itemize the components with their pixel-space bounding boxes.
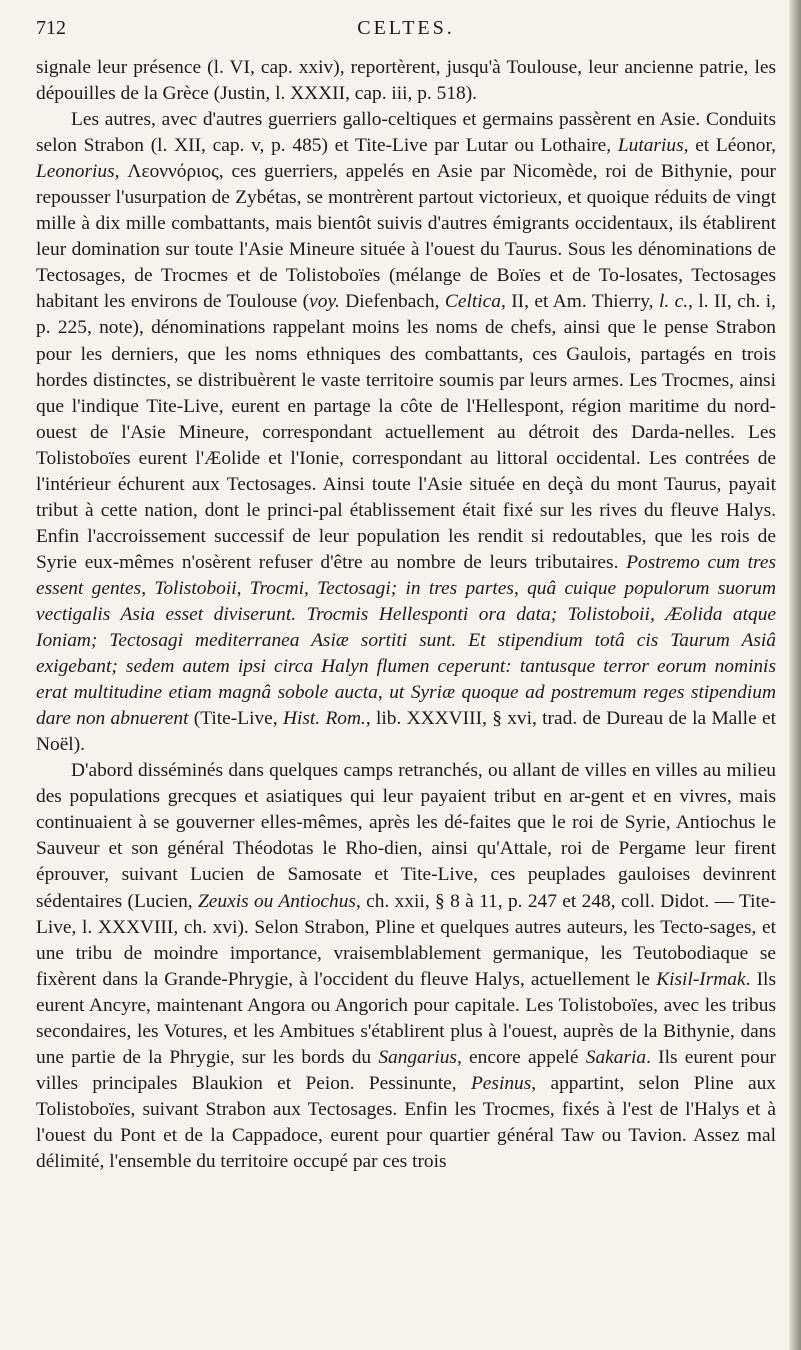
italic-run: Hist. Rom. bbox=[282, 708, 366, 730]
text-run: , appartint, selon Pline aux Tolistoboïes, suivant Strabon aux Tectosages. Enfin les Trocmes, fixés à l'est de l'Halys et à l'ouest du Pont et de la Cappadoce, eurent pour quartier général Taw ou Tavion. Assez mal délimité, l'ensemble du territoire occupé par ces trois bbox=[36, 1072, 776, 1172]
italic-run: Sangarius bbox=[378, 1046, 457, 1068]
italic-run: Celtica bbox=[444, 291, 501, 313]
text-run: Diefenbach, bbox=[339, 291, 445, 313]
italic-run: Zeuxis ou Antiochus bbox=[198, 890, 356, 912]
italic-run: Leonorius bbox=[36, 161, 115, 183]
italic-run: Postremo cum tres essent gentes, Tolistoboii, Trocmi, Tectosagi; in tres partes, quâ cuique populorum suorum vectigalis Asia esset diviserunt. Trocmis Hellesponti ora data; Tolistoboii, Æolida atque Ioniam; Tectosagi mediterranea Asiæ sortiti sunt. Et stipendium totâ cis Taurum Asiâ exigebant; sedem autem ipsi circa Halyn flumen ceperunt: tantusque terror eorum nominis erat multitudine etiam magnâ sobole aucta, ut Syriæ quoque ad postremum reges stipendium dare non abnuerent bbox=[36, 551, 776, 730]
paragraph-2 bbox=[36, 107, 776, 758]
body-text bbox=[36, 55, 776, 1175]
paragraph-3 bbox=[36, 758, 776, 1175]
running-title: CELTES. bbox=[357, 17, 455, 39]
text-run: D'abord disséminés dans quelques camps retranchés, ou allant de villes en villes au milieu des populations grecques et asiatiques qui leur payaient tribut en ar-gent et en vivres, mais continuaient à se gouverner elles-mêmes, après les dé-faites que le roi de Syrie, Antiochus le Sauveur et son général Théodotas le Rho-dien, ainsi qu'Attale, roi de Pergame leur firent éprouver, suivant Lucien de Samosate et Tite-Live, ces peuplades gauloises devinrent sédentaires (Lucien, bbox=[36, 760, 776, 912]
page-header bbox=[36, 17, 776, 43]
page-number: 712 bbox=[36, 17, 66, 39]
text-run: , encore appelé bbox=[456, 1046, 586, 1068]
italic-run: voy. bbox=[309, 291, 340, 313]
text-run: , et Léonor, bbox=[683, 135, 776, 157]
text-run: . Ils eurent pour villes principales Blaukion et Peion. Pessinunte, bbox=[36, 1046, 776, 1094]
italic-run: Kisil-Irmak bbox=[656, 968, 746, 990]
text-run: , l. II, ch. i, p. 225, note), dénominations rappelant moins les noms de chefs, ainsi que le pense Strabon pour les derniers, que les noms ethniques des combattants, ces Gaulois, partagés en trois hordes distinctes, se distribuèrent le vaste territoire soumis par leurs armes. Les Trocmes, ainsi que l'indique Tite-Live, eurent en partage la côte de l'Hellespont, région maritime du nord-ouest de l'Asie Mineure, correspondant actuellement au détroit des Darda-nelles. Les Tolistoboïes eurent l'Æolide et l'Ionie, correspondant au littoral occidental. Les contrées de l'intérieur échurent aux Tectosages. Ainsi toute l'Asie située en deçà du mont Taurus, payait tribut à cette nation, dont le princi-pal établissement était fixé sur les rives du fleuve Halys. Enfin l'accroissement successif de leur population les rendit si redoutables, que les rois de Syrie eux-mêmes n'osèrent refuser d'être au nombre de leurs tributaires. bbox=[36, 291, 777, 573]
text-run: , ch. xxii, § 8 à 11, p. 247 et 248, coll. Didot. — Tite-Live, l. XXXVIII, ch. xvi). Selon Strabon, Pline et quelques autres auteurs, les Tecto-sages, et une tribu de moindre importance, vraisemblablement germanique, les Teutobodiaque se fixèrent dans la Grande-Phrygie, à l'occident du fleuve Halys, actuellement le bbox=[36, 890, 776, 990]
text-run: , II, et Am. Thierry, bbox=[500, 291, 659, 313]
italic-run: Lutarius bbox=[617, 135, 684, 157]
text-run: , lib. XXXVIII, § xvi, trad. de Dureau de la Malle et Noël). bbox=[36, 708, 776, 756]
page-edge-shadow bbox=[789, 0, 801, 1350]
italic-run: Sakaria bbox=[585, 1046, 647, 1068]
text-run: Les autres, avec d'autres guerriers gallo-celtiques et germains passèrent en Asie. Conduits selon Strabon (l. XII, cap. v, p. 485) et Tite-Live par Lutar ou Lothaire, bbox=[36, 109, 776, 157]
text-run: signale leur présence (l. VI, cap. xxiv), reportèrent, jusqu'à Toulouse, leur ancienne patrie, les dépouilles de la Grèce (Justin, l. XXXII, cap. iii, p. 518). bbox=[36, 57, 776, 105]
paragraph-1 bbox=[36, 55, 776, 107]
italic-run: Pesinus bbox=[470, 1072, 532, 1094]
text-run: , Λεοννόριος, ces guerriers, appelés en Asie par Nicomède, roi de Bithynie, pour repousser l'usurpation de Zybétas, se montrèrent partout victorieux, et quoique réduits de vingt mille à dix mille combattants, mais bientôt suivis d'autres émigrants occidentaux, ils établirent leur domination sur toute l'Asie Mineure située à l'ouest du Taurus. Sous les dénominations de Tectosages, de Trocmes et de Tolistoboïes (mélange de Boïes et de To-losates, Tectosages habitant les environs de Toulouse ( bbox=[36, 161, 776, 313]
text-run: . Ils eurent Ancyre, maintenant Angora ou Angorich pour capitale. Les Tolistoboïes, avec les tribus secondaires, les Votures, et les Ambitues s'établirent plus à l'ouest, auprès de la Bithynie, dans une partie de la Phrygie, sur les bords du bbox=[36, 968, 776, 1068]
text-run: (Tite-Live, bbox=[188, 708, 283, 730]
italic-run: l. c. bbox=[658, 291, 689, 313]
